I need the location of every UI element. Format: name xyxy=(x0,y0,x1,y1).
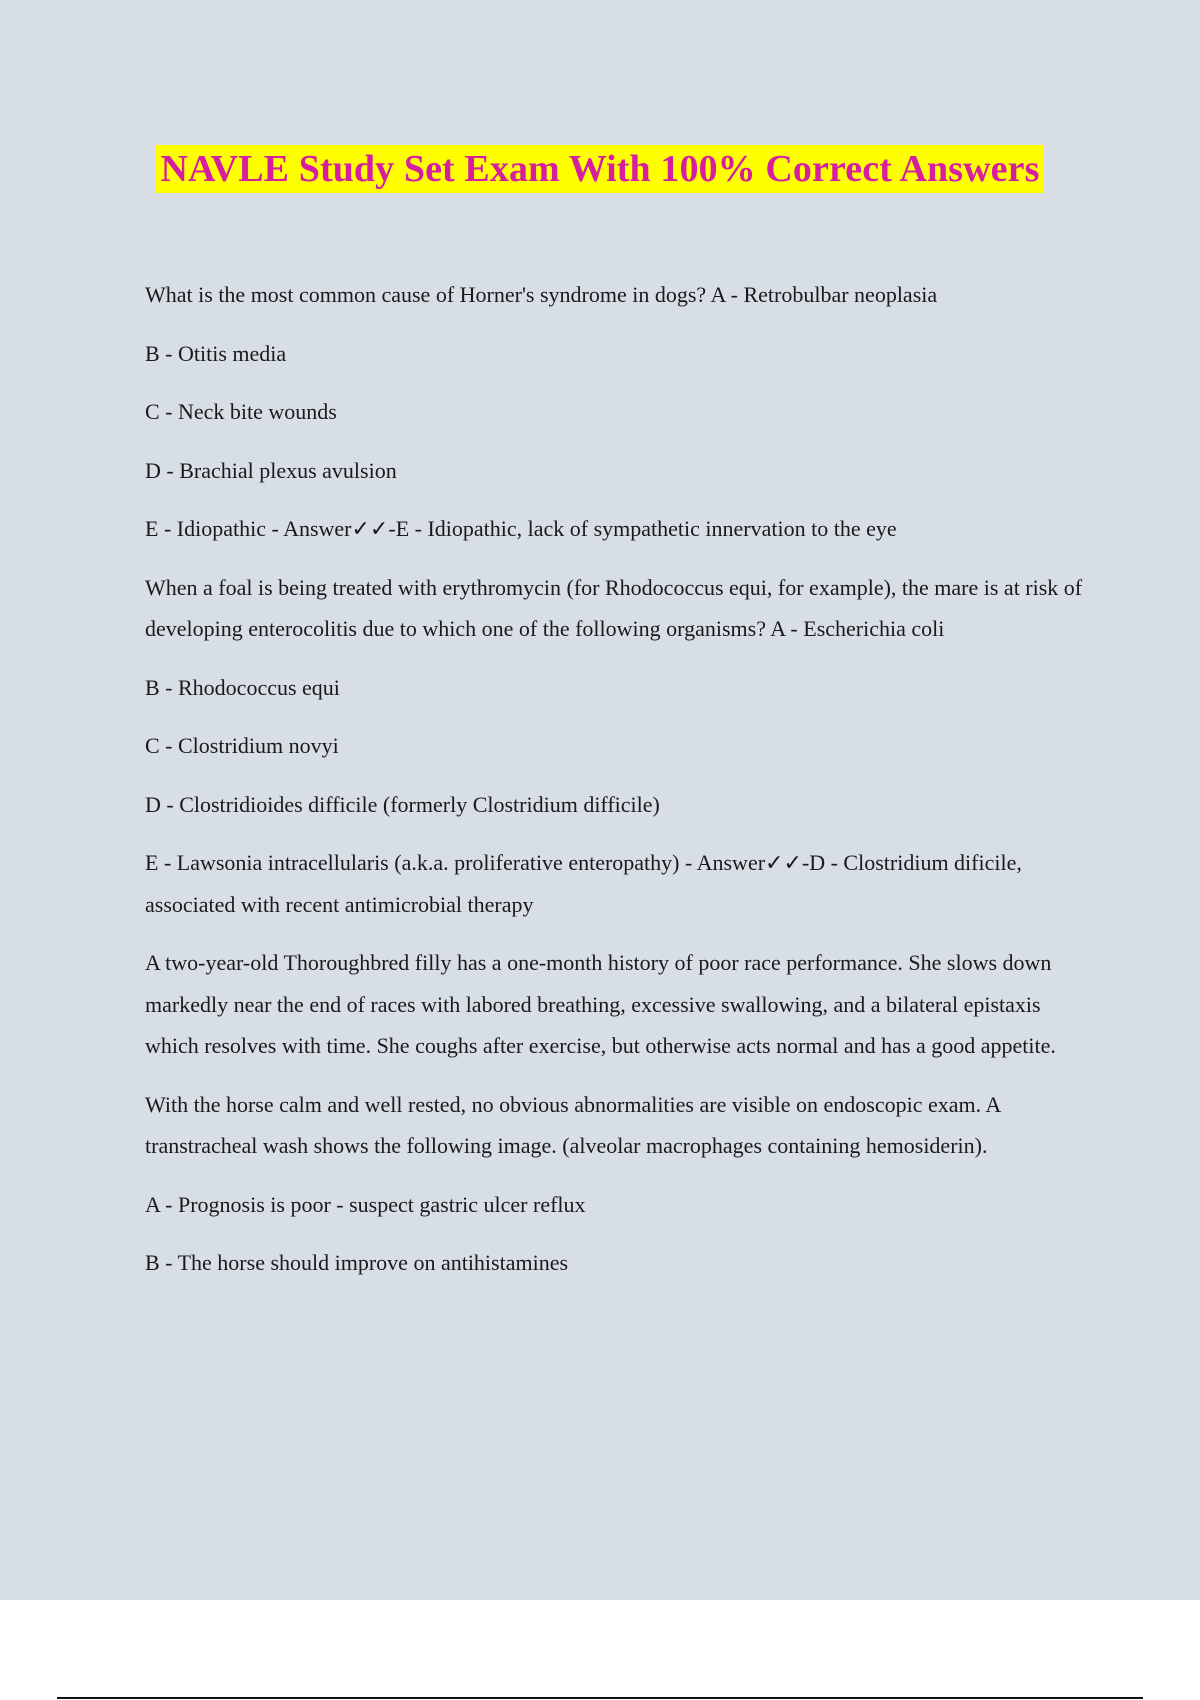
question-1-option-e-answer: E - Idiopathic - Answer✓✓-E - Idiopathic, lack of sympathetic innervation to the eye xyxy=(145,516,897,541)
document-title: NAVLE Study Set Exam With 100% Correct Answers xyxy=(156,145,1043,193)
question-1-option-d: D - Brachial plexus avulsion xyxy=(145,457,397,483)
question-2-option-d: D - Clostridioides difficile (formerly Clostridium difficile) xyxy=(145,791,660,817)
question-1-stem: What is the most common cause of Horner's syndrome in dogs? A - Retrobulbar neoplasia xyxy=(145,282,938,307)
question-3-stem: With the horse calm and well rested, no obvious abnormalities are visible on endoscopic exam. A transtracheal wash shows the following image. (alveolar macrophages containing hemosiderin). xyxy=(145,1091,1001,1158)
question-1-option-b: B - Otitis media xyxy=(145,340,287,366)
footer-rule xyxy=(57,1697,1143,1699)
title-container xyxy=(0,145,1200,193)
question-2-option-e-answer: E - Lawsonia intracellularis (a.k.a. proliferative enteropathy) - Answer✓✓-D - Clostridium dificile, associated with recent antimicrobial therapy xyxy=(145,850,1022,917)
document-body xyxy=(145,274,1090,1301)
question-3-case: A two-year-old Thoroughbred filly has a one-month history of poor race performance. She slows down markedly near the end of races with labored breathing, excessive swallowing, and a bilateral epistaxis which resolves with time. She coughs after exercise, but otherwise acts normal and has a good appetite. xyxy=(145,950,1056,1058)
question-2-stem: When a foal is being treated with erythromycin (for Rhodococcus equi, for example), the mare is at risk of developing enterocolitis due to which one of the following organisms? A - Escherichia coli xyxy=(145,574,1083,641)
question-2-option-b: B - Rhodococcus equi xyxy=(145,674,340,700)
question-3-option-b: B - The horse should improve on antihistamines xyxy=(145,1250,569,1275)
question-1-option-c: C - Neck bite wounds xyxy=(145,399,337,424)
question-2-option-c: C - Clostridium novyi xyxy=(145,733,339,758)
question-3-option-a: A - Prognosis is poor - suspect gastric ulcer reflux xyxy=(145,1191,586,1217)
page-footer xyxy=(0,1600,1200,1700)
